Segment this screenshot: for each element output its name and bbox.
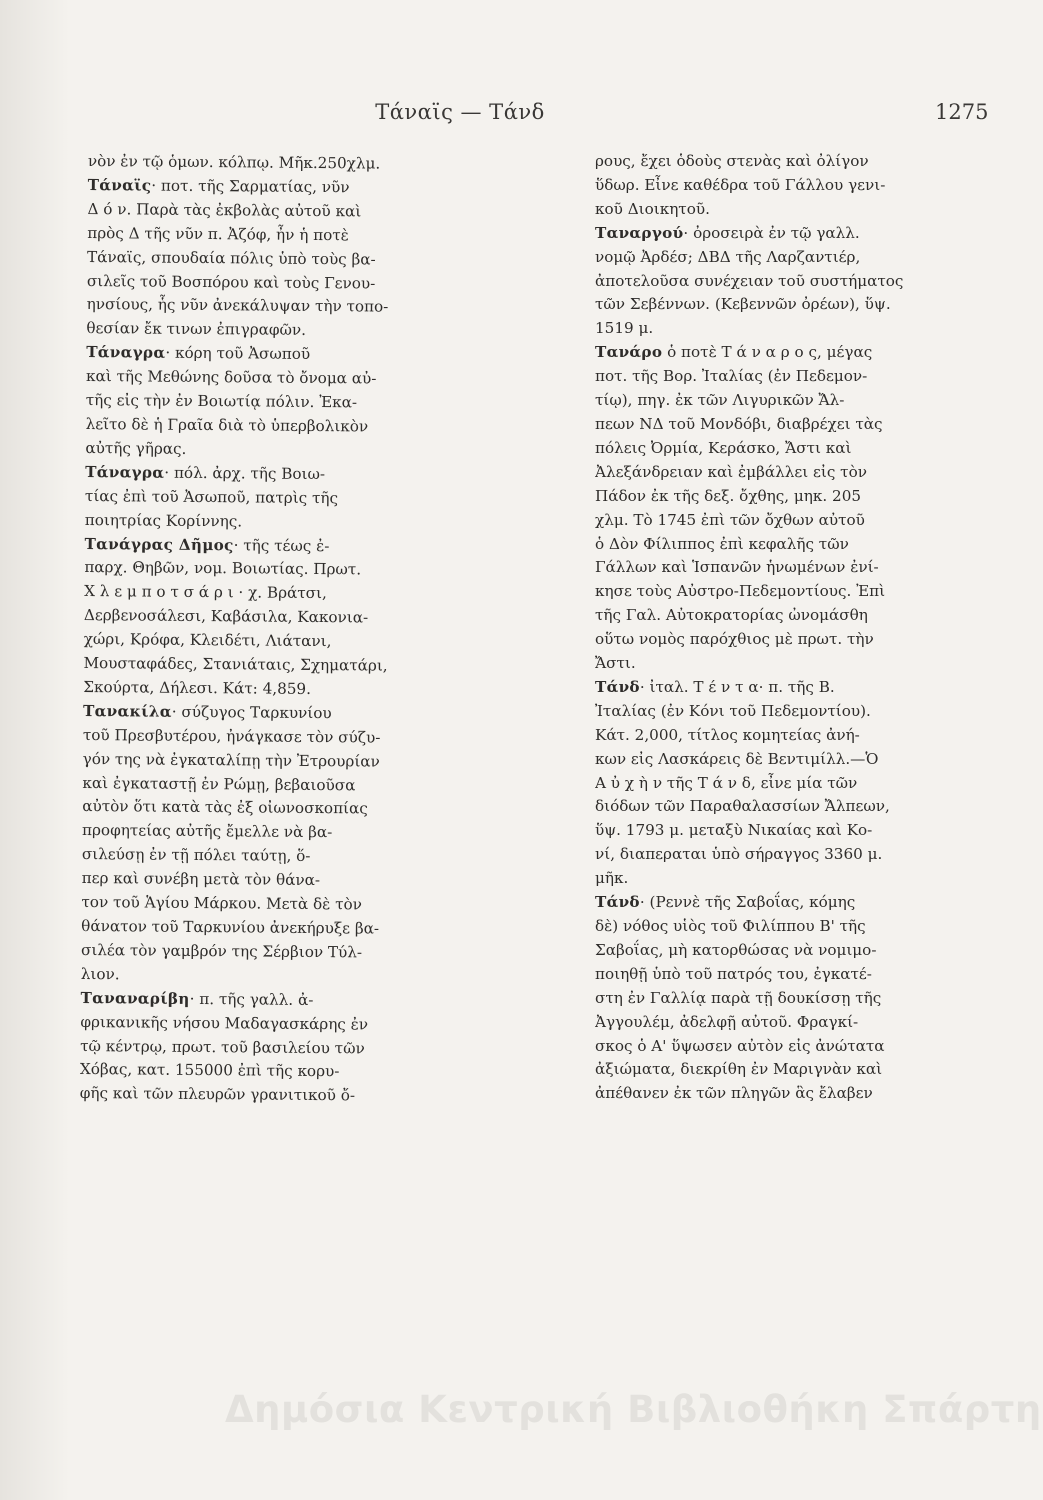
text-line: Τάναγρα· πόλ. ἀρχ. τῆς Βοιω-	[85, 462, 326, 483]
text-line: νὸν ἐν τῷ ὁμων. κόλπῳ. Μῆκ.250χλμ.	[87, 151, 381, 173]
text-line: θεσίαν ἔκ τινων ἐπιγραφῶν.	[86, 319, 307, 340]
text-line: πόλεις Ὀρμία, Κεράσκο, Ἄστι καὶ	[595, 438, 852, 457]
text-line: τῶν Σεβέννων. (Κεβεννῶν ὀρέων), ὕψ.	[595, 295, 891, 314]
text-line: Α ὐ χ ὴ ν τῆς Τ ά ν δ, εἶνε μία τῶν	[595, 773, 858, 792]
text-line: τον τοῦ Ἁγίου Μάρκου. Μετὰ δὲ τὸν	[81, 893, 362, 914]
text-line: 1519 μ.	[595, 319, 654, 338]
text-line: οὕτω νομὸς παρόχθιος μὲ πρωτ. τὴν	[595, 630, 874, 649]
text-line: Τάναϊς, σπουδαία πόλις ὑπὸ τοὺς βα-	[86, 247, 376, 269]
text-line: πεων ΝΔ τοῦ Μονδόβι, διαβρέχει τὰς	[595, 414, 883, 433]
text-line: Τάνδ· (Ρεννὲ τῆς Σαβοΐας, κόμης	[595, 893, 856, 912]
text-line: ἀποτελοῦσα συνέχειαν τοῦ συστήματος	[595, 271, 904, 290]
text-line: Ἄστι.	[595, 654, 636, 673]
text-line: Δ ό ν. Παρὰ τὰς ἐκβολὰς αὐτοῦ καὶ	[87, 199, 362, 221]
text-line: Σαβοΐας, μὴ κατορθώσας νὰ νομιμο-	[595, 940, 877, 959]
text-line: Τάνδ· ἰταλ. Τ έ ν τ α· π. τῆς Β.	[595, 677, 835, 696]
entry-headword: Τάναϊς	[87, 175, 152, 195]
text-line: νομῷ Ἀρδέσ; ΔΒΔ τῆς Λαρζαντιέρ,	[595, 247, 861, 266]
text-line: Τάναϊς· ποτ. τῆς Σαρματίας, νῦν	[87, 175, 350, 197]
text-line: αὐτὸν ὅτι κατὰ τὰς ἐξ οἰωνοσκοπίας	[82, 797, 368, 818]
entry-headword: Τάνδ	[595, 893, 640, 912]
left-column	[80, 150, 508, 1110]
text-line: τίας ἐπὶ τοῦ Ἀσωποῦ, πατρὶς τῆς	[84, 486, 339, 507]
entry-headword: Ταναναρίβη	[80, 988, 190, 1008]
text-line: Πάδον ἐκ τῆς δεξ. ὄχθης, μηκ. 205	[595, 486, 862, 505]
text-line: σιλεύσῃ ἐν τῇ πόλει ταύτῃ, ὅ-	[81, 845, 311, 866]
text-line: χλμ. Τὸ 1745 ἐπὶ τῶν ὄχθων αὐτοῦ	[595, 510, 865, 529]
text-line: κοῦ Διοικητοῦ.	[595, 199, 710, 218]
entry-headword: Τανακίλα	[83, 701, 172, 721]
text-line: Τάναγρα· κόρη τοῦ Ἀσωποῦ	[86, 343, 311, 364]
text-line: ποιηθῇ ὑπὸ τοῦ πατρός του, ἐγκατέ-	[595, 964, 872, 983]
text-line: τῷ κέντρῳ, πρωτ. τοῦ βασιλείου τῶν	[80, 1036, 365, 1057]
text-line: παρχ. Θηβῶν, νομ. Βοιωτίας. Πρωτ.	[84, 558, 362, 579]
text-line: φρικανικῆς νήσου Μαδαγασκάρης ἐν	[80, 1012, 369, 1034]
text-line: ηνσίους, ἧς νῦν ἀνεκάλυψαν τὴν τοπο-	[86, 295, 389, 317]
text-line: τοῦ Πρεσβυτέρου, ἠνάγκασε τὸν σύζυ-	[82, 725, 381, 747]
entry-headword: Ταναργού	[595, 223, 684, 242]
text-line: Μουσταφάδες, Στανιάταις, Σχηματάρι,	[83, 654, 388, 675]
text-line: Τανάρο ὁ ποτὲ Τ ά ν α ρ ο ς, μέγας	[595, 343, 873, 362]
entry-headword: Τανάρο	[595, 343, 663, 362]
text-line: κησε τοὺς Αὐστρο-Πεδεμοντίους. Ἐπὶ	[595, 582, 886, 601]
text-line: Γάλλων καὶ Ἱσπανῶν ἡνωμένων ἐνί-	[595, 558, 879, 577]
text-line: ἀπέθανεν ἐκ τῶν πληγῶν ἃς ἔλαβεν	[595, 1084, 873, 1103]
text-line: ποτ. τῆς Βορ. Ἰταλίας (ἐν Πεδεμον-	[595, 367, 868, 386]
text-line: ὕψ. 1793 μ. μεταξὺ Νικαίας καὶ Κο-	[595, 821, 873, 840]
text-line: Κάτ. 2,000, τίτλος κομητείας ἀνή-	[595, 725, 860, 744]
text-line: τίῳ), πηγ. ἐκ τῶν Λιγυρικῶν Ἄλ-	[595, 391, 845, 410]
text-line: τῆς εἰς τὴν ἐν Βοιωτίᾳ πόλιν. Ἐκα-	[85, 391, 358, 412]
binding-shadow	[0, 0, 70, 1500]
text-line: δὲ) νόθος υἱὸς τοῦ Φιλίππου Β' τῆς	[595, 917, 866, 935]
text-line: ὁ Δὸν Φίλιππος ἐπὶ κεφαλῆς τῶν	[595, 534, 849, 553]
entry-headword: Τανάγρας Δῆμος	[84, 534, 234, 554]
entry-headword: Τάναγρα	[85, 462, 165, 482]
text-line: Ἀλεξάνδρειαν καὶ ἐμβάλλει εἰς τὸν	[595, 462, 867, 481]
text-line: ποιητρίας Κορίννης.	[84, 510, 243, 530]
text-line: σιλέα τὸν γαμβρόν της Σέρβιον Τύλ-	[80, 940, 363, 962]
right-column	[595, 150, 1025, 1106]
text-line: Ταναναρίβη· π. τῆς γαλλ. ἀ-	[80, 988, 314, 1009]
text-line: νί, διαπεραται ὑπὸ σήραγγος 3360 μ.	[595, 845, 883, 864]
text-line: φῆς καὶ τῶν πλευρῶν γρανιτικοῦ ὄ-	[79, 1084, 356, 1105]
text-line: Σκούρτα, Δήλεσι. Κάτ: 4,859.	[83, 677, 312, 698]
text-line: καὶ τῆς Μεθώνης δοῦσα τὸ ὄνομα αὐ-	[85, 367, 377, 388]
text-line: Χ λ ε μ π ο τ σ ά ρ ι · χ. Βράτσι,	[84, 582, 327, 603]
text-line: στη ἐν Γαλλίᾳ παρὰ τῇ δουκίσσῃ τῆς	[595, 988, 882, 1007]
text-line: λεῖτο δὲ ἡ Γραῖα διὰ τὸ ὑπερβολικὸν	[85, 414, 369, 436]
text-line: ἀξιώματα, διεκρίθη ἐν Μαριγνὰν καὶ	[595, 1060, 883, 1079]
text-line: Ταναργού· ὀροσειρὰ ἐν τῷ γαλλ.	[595, 223, 860, 242]
text-line: Χόβας, κατ. 155000 ἐπὶ τῆς κορυ-	[79, 1060, 340, 1081]
text-line: χώρι, Κρόφα, Κλειδέτι, Λιάτανι,	[83, 630, 332, 651]
text-line: Τανακίλα· σύζυγος Ταρκυνίου	[83, 701, 332, 722]
text-line: Δερβενοσάλεσι, Καβάσιλα, Κακονια-	[83, 606, 369, 627]
text-line: λιον.	[80, 964, 120, 984]
text-line: Τανάγρας Δῆμος· τῆς τέως ἐ-	[84, 534, 330, 555]
text-line: σκος ὁ Α' ὕψωσεν αὐτὸν εἰς ἀνώτατα	[595, 1036, 885, 1055]
page-number: 1275	[935, 100, 989, 124]
text-line: τῆς Γαλ. Αὐτοκρατορίας ὠνομάσθη	[595, 606, 868, 625]
text-line: περ καὶ συνέβη μετὰ τὸν θάνα-	[81, 869, 321, 890]
entry-headword: Τάνδ	[595, 677, 640, 696]
text-line: καὶ ἐγκαταστῇ ἐν Ρώμῃ, βεβαιοῦσα	[82, 773, 356, 794]
text-line: μῆκ.	[595, 869, 629, 888]
text-line: θάνατον τοῦ Ταρκυνίου ἀνεκήρυξε βα-	[81, 916, 380, 938]
text-line: πρὸς Δ τῆς νῦν π. Ἀζόφ, ἦν ἡ ποτὲ	[87, 223, 349, 244]
entry-headword: Τάναγρα	[86, 343, 166, 362]
text-line: ὕδωρ. Εἶνε καθέδρα τοῦ Γάλλου γενι-	[595, 175, 886, 194]
text-line: προφητείας αὐτῆς ἔμελλε νὰ βα-	[81, 821, 333, 842]
running-header-title: Τάναϊς — Τάνδ	[375, 100, 545, 124]
text-line: αὐτῆς γῆρας.	[85, 438, 187, 458]
library-watermark: Δημόσια Κεντρική Βιβλιοθήκη Σπάρτη	[225, 1388, 1042, 1431]
text-line: κων εἰς Λασκάρεις δὲ Βεντιμίλλ.—Ὁ	[595, 749, 879, 768]
text-line: ρους, ἔχει ὁδοὺς στενὰς καὶ ὀλίγον	[595, 152, 869, 170]
text-line: σιλεῖς τοῦ Βοσπόρου καὶ τοὺς Γενου-	[86, 271, 376, 293]
text-line: Ἰταλίας (ἐν Κόνι τοῦ Πεδεμοντίου).	[595, 701, 871, 720]
text-line: Ἀγγουλέμ, ἀδελφῇ αὐτοῦ. Φραγκί-	[595, 1012, 859, 1031]
text-line: γόν της νὰ ἐγκαταλίπῃ τὴν Ἐτρουρίαν	[82, 749, 380, 771]
text-line: διόδων τῶν Παραθαλασσίων Ἄλπεων,	[595, 797, 890, 816]
